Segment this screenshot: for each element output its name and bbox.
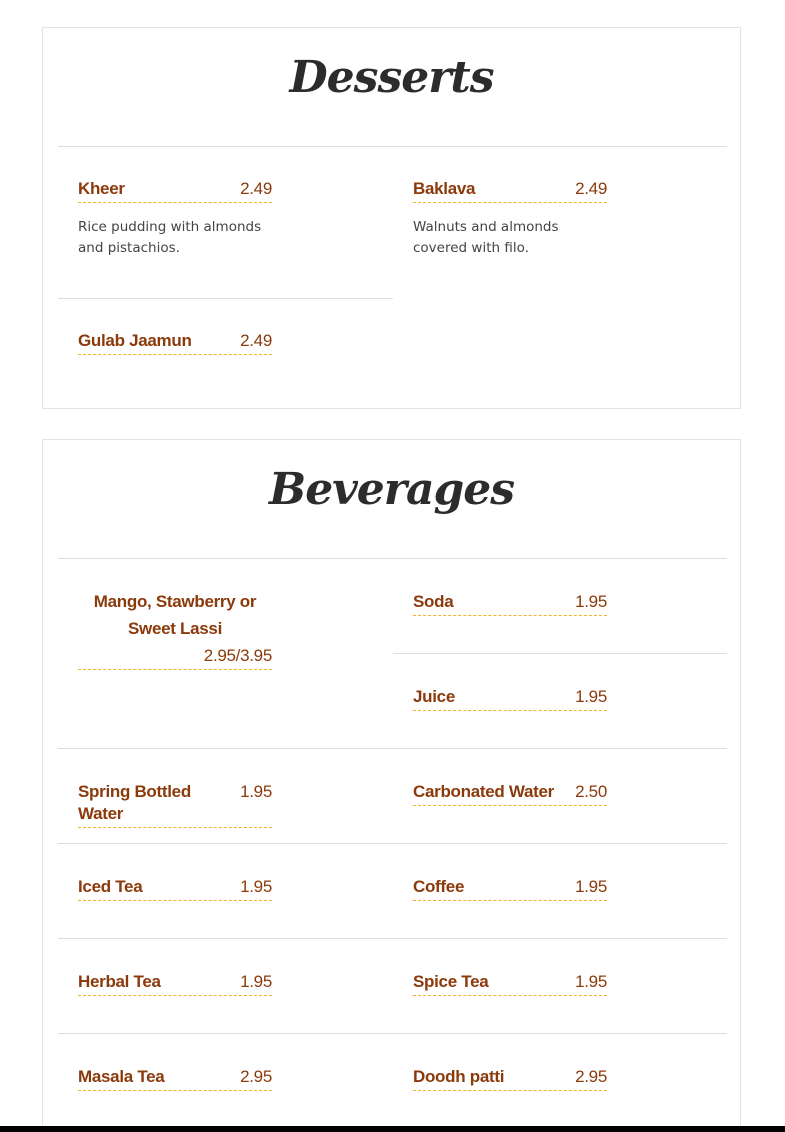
item-head: [413, 686, 607, 711]
menu-item-spice-tea[interactable]: [413, 971, 607, 996]
divider: [58, 558, 727, 559]
item-head: [78, 588, 272, 670]
item-head: [78, 971, 272, 996]
item-name: Coffee: [413, 877, 465, 896]
item-price: 2.49: [240, 331, 272, 350]
menu-item-juice[interactable]: [413, 686, 607, 711]
menu-item-herbal-tea[interactable]: [78, 971, 272, 996]
item-head: [78, 876, 272, 901]
divider: [58, 938, 727, 939]
menu-item-spring-bottled-water[interactable]: [78, 781, 272, 828]
item-price: 2.50: [575, 782, 607, 801]
divider: [58, 1033, 727, 1034]
divider: [58, 146, 727, 147]
menu-item-lassi[interactable]: [78, 588, 272, 670]
item-price: 1.95: [575, 972, 607, 991]
item-price: 2.49: [575, 179, 607, 198]
item-name: Herbal Tea: [78, 972, 161, 991]
menu-item-soda[interactable]: [413, 591, 607, 616]
item-name: Baklava: [413, 179, 476, 198]
item-head: [78, 330, 272, 355]
desserts-section: [42, 27, 741, 409]
desserts-title: Desserts: [289, 52, 494, 103]
item-name: Iced Tea: [78, 877, 143, 896]
item-head: [413, 971, 607, 996]
beverages-title: Beverages: [269, 464, 514, 515]
bottom-bar: [0, 1126, 785, 1132]
item-head: [413, 1066, 607, 1091]
menu-item-carbonated-water[interactable]: [413, 781, 607, 806]
item-head: [413, 781, 607, 806]
item-price: 2.95: [240, 1067, 272, 1086]
menu-item-coffee[interactable]: [413, 876, 607, 901]
item-price: 1.95: [575, 877, 607, 896]
item-name: Spring Bottled Water: [78, 782, 191, 823]
item-price: 2.95: [575, 1067, 607, 1086]
divider: [393, 653, 727, 654]
item-head: [78, 781, 272, 828]
item-price: 2.95/3.95: [203, 646, 272, 665]
item-head: [413, 876, 607, 901]
item-name: Mango, Stawberry or Sweet Lassi: [93, 592, 257, 638]
item-head: [413, 591, 607, 616]
item-description: Walnuts and almonds covered with filo.: [413, 219, 559, 256]
menu-item-masala-tea[interactable]: [78, 1066, 272, 1091]
item-head: [78, 178, 272, 203]
item-name: Juice: [413, 687, 455, 706]
item-head: [413, 178, 607, 203]
item-name: Soda: [413, 592, 454, 611]
menu-item-doodh-patti[interactable]: [413, 1066, 607, 1091]
item-name: Masala Tea: [78, 1067, 165, 1086]
beverages-section: [42, 439, 741, 1132]
menu-item-iced-tea[interactable]: [78, 876, 272, 901]
item-name: Carbonated Water: [413, 782, 554, 801]
item-price: 1.95: [240, 877, 272, 896]
menu-item-kheer[interactable]: [78, 178, 272, 259]
menu-item-gulab-jaamun[interactable]: [78, 330, 272, 355]
item-price: 1.95: [240, 972, 272, 991]
divider: [58, 298, 393, 299]
item-name: Doodh patti: [413, 1067, 505, 1086]
divider: [58, 843, 727, 844]
divider: [58, 748, 727, 749]
item-name: Kheer: [78, 179, 125, 198]
item-name: Gulab Jaamun: [78, 331, 192, 350]
item-price: 1.95: [575, 687, 607, 706]
item-price: 2.49: [240, 179, 272, 198]
item-head: [78, 1066, 272, 1091]
item-name: Spice Tea: [413, 972, 489, 991]
menu-item-baklava[interactable]: [413, 178, 607, 259]
item-price: 1.95: [575, 592, 607, 611]
item-price: 1.95: [240, 782, 272, 801]
item-description: Rice pudding with almonds and pistachios.: [78, 219, 262, 256]
